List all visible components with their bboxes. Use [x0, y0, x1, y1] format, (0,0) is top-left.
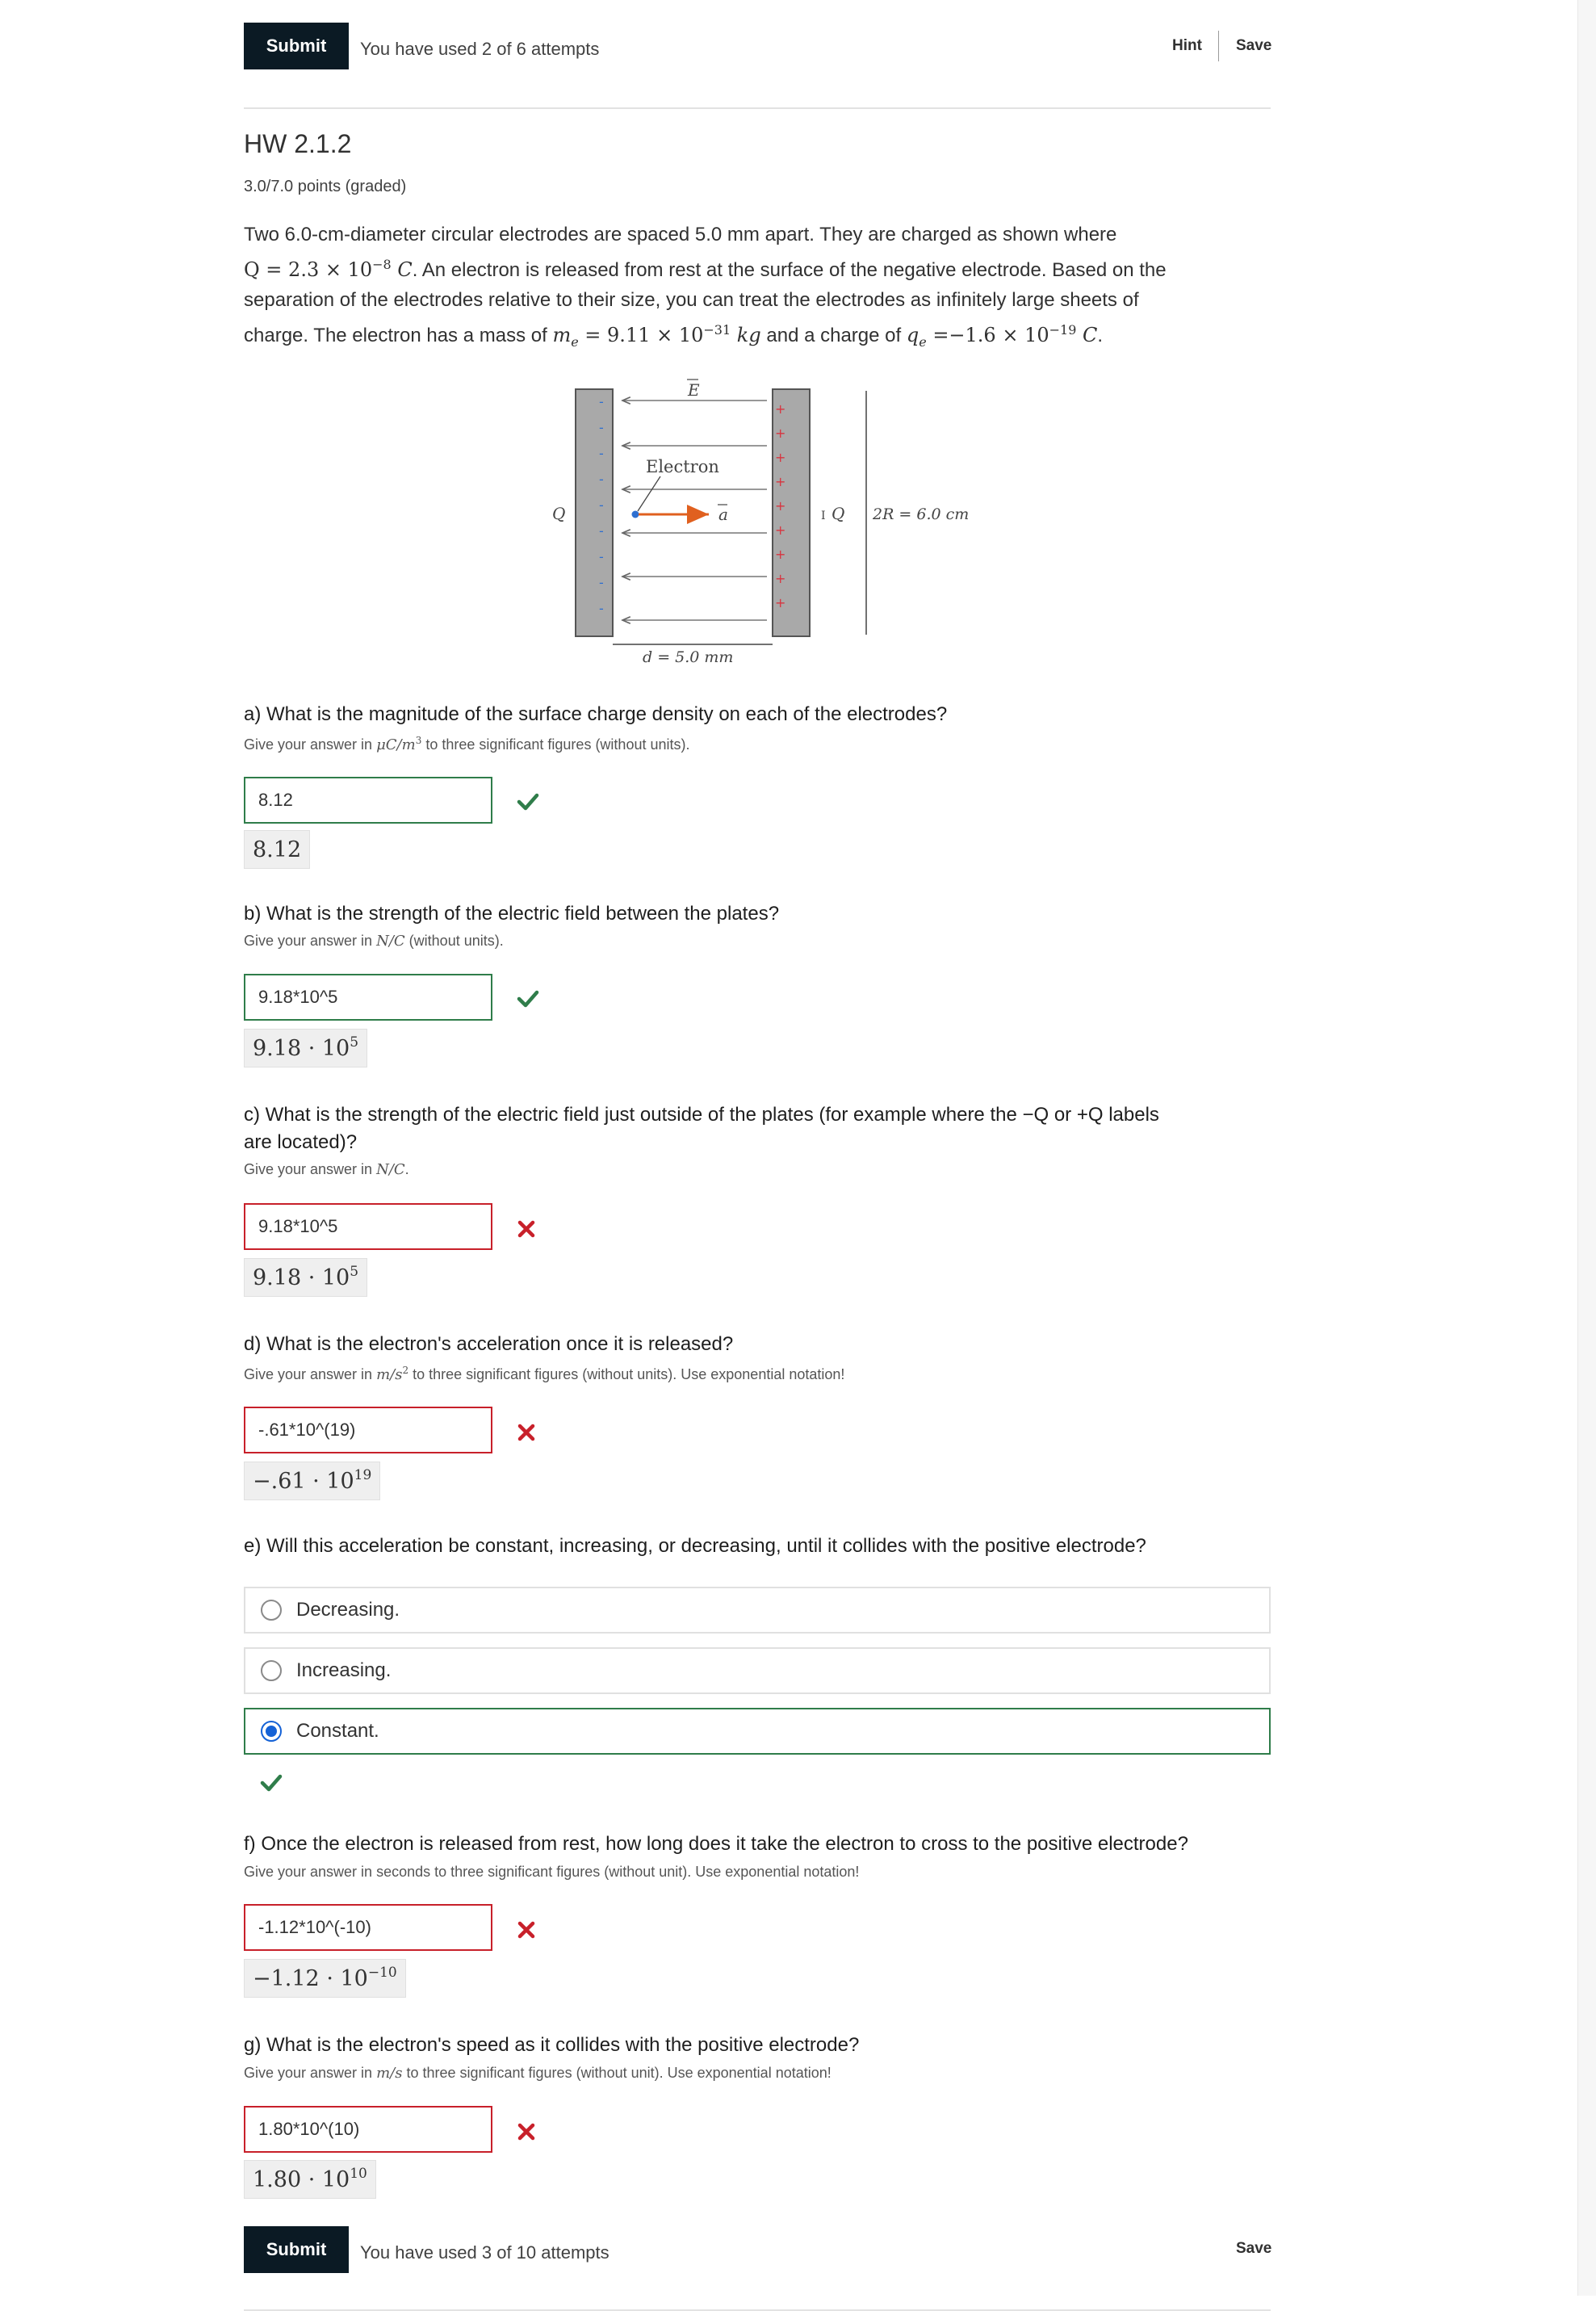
- plus-sign: +: [775, 426, 786, 441]
- positive-q-label: Q: [832, 504, 845, 523]
- electron-dot: [632, 511, 639, 518]
- plus-sign: +: [775, 571, 786, 586]
- save-button-bottom[interactable]: Save: [1236, 2240, 1272, 2257]
- answer-preview-d: $-.61 \cdot 10^{19}$: [244, 1462, 380, 1500]
- question-a-hint: Give your answer in $\mu C/m^3$ to three significant figures (without units).: [244, 735, 690, 753]
- answer-input-a[interactable]: 8.12: [244, 777, 492, 824]
- minus-sign: -: [599, 549, 604, 564]
- answer-preview-c: $9.18 \cdot 10^5$: [244, 1258, 367, 1297]
- points-label: 3.0/7.0 points (graded): [244, 178, 407, 195]
- electron-charge-expression: $q_e =-1.6 \times 10^{-19}$ C: [906, 322, 1098, 350]
- question-g-text: g) What is the electron's speed as it collides with the positive electrode?: [244, 2034, 860, 2056]
- minus-sign: -: [599, 472, 604, 487]
- attempts-counter: You have used 2 of 6 attempts: [360, 39, 600, 59]
- question-c-hint: Give your answer in N/C.: [244, 1161, 409, 1178]
- plus-sign: +: [775, 547, 786, 562]
- positive-charge-signs: [775, 401, 785, 610]
- minus-sign: -: [599, 394, 604, 409]
- question-f-hint: Give your answer in seconds to three significant figures (without unit). Use exponential notation!: [244, 1864, 860, 1880]
- radio-button-selected[interactable]: [261, 1721, 282, 1742]
- negative-electrode: [576, 389, 613, 636]
- answer-input-f[interactable]: -1.12*10^(-10): [244, 1904, 492, 1951]
- answer-preview-b: $9.18 \cdot 10^5$: [244, 1029, 367, 1067]
- electron-label: Electron: [646, 457, 719, 476]
- question-b-text: b) What is the strength of the electric field between the plates?: [244, 903, 780, 925]
- q-expression: $Q = 2.3 \times 10^{-8}$ C: [244, 257, 413, 281]
- correct-check-icon: [517, 792, 539, 812]
- radio-button[interactable]: [261, 1600, 282, 1621]
- statement-line: $Q = 2.3 \times 10^{-8}$ C. An electron is released from rest at the surface of the negative electrode. Based on the: [244, 257, 1167, 281]
- diameter-label: 2R = 6.0 cm: [873, 505, 970, 523]
- minus-sign: -: [599, 523, 604, 539]
- plus-sign: +: [775, 498, 786, 514]
- attempts-counter-bottom: You have used 3 of 10 attempts: [360, 2242, 609, 2263]
- question-c-text: c) What is the strength of the electric field just outside of the plates (for example where the −Q or +Q labels are located)?: [244, 1104, 1159, 1153]
- submit-button[interactable]: Submit: [244, 23, 349, 69]
- answer-input-c[interactable]: 9.18*10^5: [244, 1203, 492, 1250]
- question-f-text: f) Once the electron is released from rest, how long does it take the electron to cross to the positive electrode?: [244, 1833, 1188, 1855]
- minus-sign: -: [599, 497, 604, 513]
- plus-sign: +: [775, 450, 786, 465]
- electrode-diagram: [533, 363, 1017, 670]
- question-d-hint: Give your answer in $m/s^2$ to three significant figures (without units). Use exponential notation!: [244, 1365, 845, 1383]
- incorrect-x-icon: [517, 1423, 536, 1442]
- statement-line: charge. The electron has a mass of $m_e = 9.11 \times 10^{-31}$ kg and a charge of $q_e =-1.6 \times 10^{-19}$ C.: [244, 322, 1104, 350]
- minus-sign: -: [599, 446, 604, 461]
- question-g-hint: Give your answer in m/s to three significant figures (without unit). Use exponential notation!: [244, 2065, 832, 2082]
- scrollbar-track[interactable]: [1577, 0, 1596, 2296]
- minus-sign: -: [599, 601, 604, 616]
- answer-input-b[interactable]: 9.18*10^5: [244, 974, 492, 1021]
- question-e-text: e) Will this acceleration be constant, increasing, or decreasing, until it collides with the positive electrode?: [244, 1535, 1146, 1557]
- problem-statement: [244, 220, 1293, 357]
- radio-button[interactable]: [261, 1660, 282, 1681]
- minus-sign: -: [599, 575, 604, 590]
- answer-preview-f: $-1.12 \cdot 10^{-10}$: [244, 1959, 406, 1998]
- electron-mass-expression: $m_e = 9.11 \times 10^{-31}$ kg: [552, 322, 761, 350]
- answer-preview-a: 8.12: [244, 830, 310, 869]
- acceleration-label: a: [718, 505, 728, 524]
- question-d-text: d) What is the electron's acceleration once it is released?: [244, 1333, 734, 1355]
- problem-title: HW 2.1.2: [244, 129, 352, 158]
- option-decreasing[interactable]: Decreasing.: [244, 1587, 1271, 1634]
- question-b-hint: Give your answer in N/C (without units).: [244, 933, 504, 950]
- option-constant[interactable]: Constant.: [244, 1708, 1271, 1755]
- incorrect-x-icon: [517, 1920, 536, 1940]
- e-field-label: E: [688, 380, 700, 400]
- hint-button[interactable]: Hint: [1172, 37, 1202, 54]
- positive-q-prefix: I: [821, 510, 826, 522]
- answer-preview-g: $1.80 \cdot 10^{10}$: [244, 2160, 376, 2199]
- electron-pointer: [638, 476, 660, 511]
- save-button[interactable]: Save: [1236, 37, 1272, 54]
- negative-q-label: Q: [552, 504, 566, 523]
- answer-input-g[interactable]: 1.80*10^(10): [244, 2106, 492, 2153]
- submit-button-bottom[interactable]: Submit: [244, 2226, 349, 2273]
- toolbar-divider: [1218, 31, 1219, 61]
- plus-sign: +: [775, 401, 786, 417]
- statement-line: separation of the electrodes relative to their size, you can treat the electrodes as infinitely large sheets of: [244, 289, 1139, 311]
- incorrect-x-icon: [517, 2122, 536, 2141]
- answer-input-d[interactable]: -.61*10^(19): [244, 1407, 492, 1453]
- incorrect-x-icon: [517, 1219, 536, 1239]
- question-a-text: a) What is the magnitude of the surface charge density on each of the electrodes?: [244, 703, 948, 725]
- correct-check-icon: [517, 989, 539, 1009]
- plus-sign: +: [775, 474, 786, 489]
- minus-sign: -: [599, 420, 604, 435]
- gap-label: d = 5.0 mm: [643, 648, 734, 666]
- field-lines: [622, 401, 767, 620]
- option-increasing[interactable]: Increasing.: [244, 1647, 1271, 1694]
- plus-sign: +: [775, 522, 786, 538]
- correct-check-icon: [260, 1773, 283, 1793]
- plus-sign: +: [775, 595, 786, 610]
- divider: [244, 107, 1271, 109]
- negative-charge-signs: [599, 394, 604, 616]
- statement-line: Two 6.0-cm-diameter circular electrodes are spaced 5.0 mm apart. They are charged as shown where: [244, 224, 1117, 245]
